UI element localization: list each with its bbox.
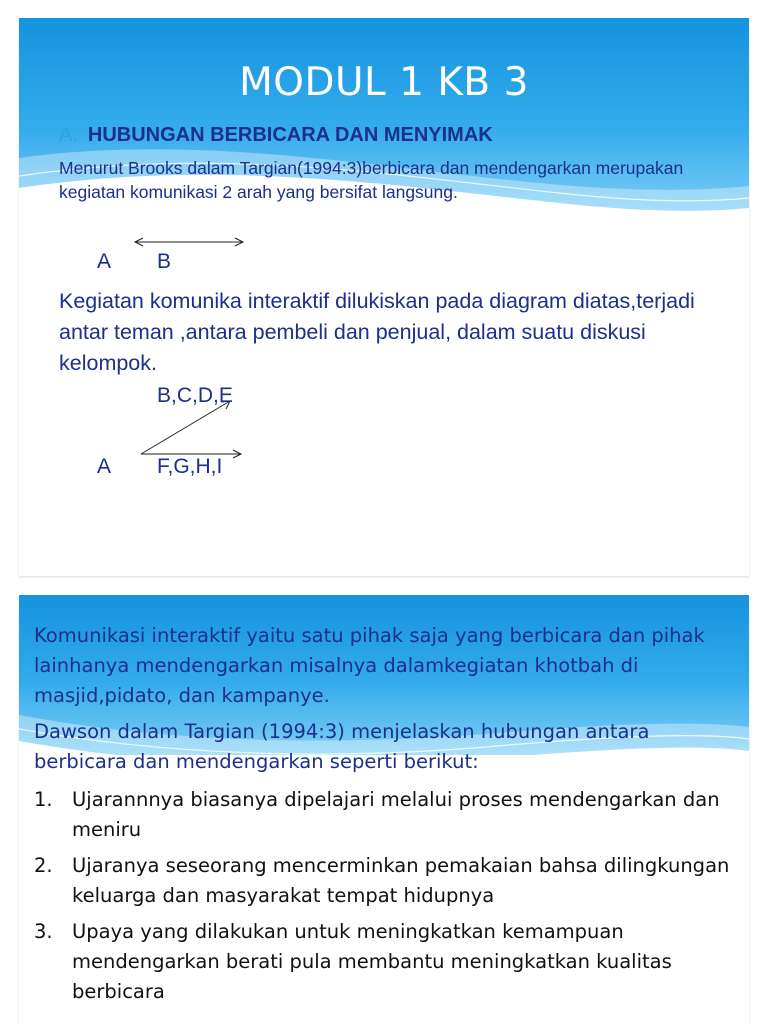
intro-paragraph: Menurut Brooks dalam Targian(1994:3)berbicara dan mendengarkan merupakan kegiatan komunikasi 2 arah yang bersifat langsung. bbox=[59, 158, 684, 202]
section-heading-text: HUBUNGAN BERBICARA DAN MENYIMAK bbox=[87, 124, 493, 146]
list-item-number: 3. bbox=[34, 920, 53, 943]
list-item-text: Upaya yang dilakukan untuk meningkatkan kemampuan mendengarkan berati pula membantu meningkatkan kualitas berbicara bbox=[72, 920, 672, 1003]
diagram1-label-b: B bbox=[157, 250, 172, 273]
dawson-paragraph: Dawson dalam Targian (1994:3) menjelaskan hubungan antara berbicara dan mendengarkan seperti berikut: bbox=[34, 720, 650, 773]
list-item-text: Ujarannnya biasanya dipelajari melalui proses mendengarkan dan meniru bbox=[72, 788, 720, 841]
diagram2-lower-label: F,G,H,I bbox=[157, 455, 223, 478]
list-item-number: 2. bbox=[34, 854, 53, 877]
slide-1 bbox=[19, 18, 749, 576]
relationship-list bbox=[34, 785, 734, 1013]
list-item-number: 1. bbox=[34, 788, 53, 811]
list-item bbox=[34, 785, 734, 845]
section-marker: A. bbox=[59, 124, 78, 146]
diagram2-upper-label: B,C,D,E bbox=[157, 384, 233, 407]
double-arrow bbox=[135, 238, 243, 246]
list-item bbox=[34, 851, 734, 911]
explanation-paragraph: Kegiatan komunika interaktif dilukiskan pada diagram diatas,terjadi antar teman ,antara pembeli dan penjual, dalam suatu diskusi kelompok. bbox=[59, 289, 695, 375]
list-item-text: Ujaranya seseorang mencerminkan pemakaian bahsa dilingkungan keluarga dan masyarakat tempat hidupnya bbox=[72, 854, 730, 907]
branch-arrows bbox=[141, 401, 241, 458]
diagram2-label-a: A bbox=[97, 455, 112, 478]
interactive-communication-paragraph: Komunikasi interaktif yaitu satu pihak saja yang berbicara dan pihak lainhanya mendengarkan misalnya dalamkegiatan khotbah di masjid,pidato, dan kampanye. bbox=[34, 624, 705, 707]
diagram1-label-a: A bbox=[97, 250, 112, 273]
slide-title: MODUL 1 KB 3 bbox=[239, 60, 529, 105]
slide-2 bbox=[19, 595, 749, 1024]
list-item bbox=[34, 917, 734, 1007]
slide2-body bbox=[34, 621, 734, 783]
